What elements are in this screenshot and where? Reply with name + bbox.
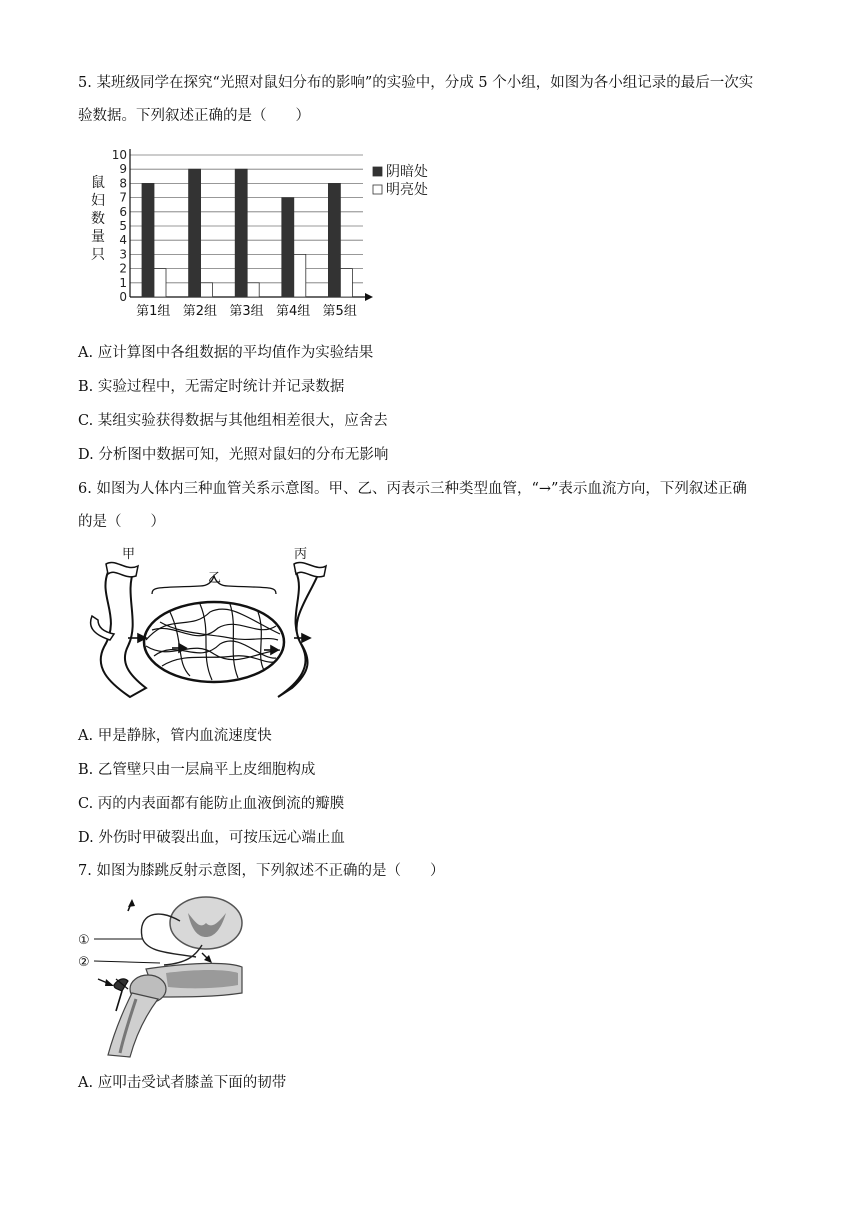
bar [282,198,294,297]
label-two: ② [78,955,90,970]
legend-swatch [373,167,382,176]
y-tick-label: 2 [119,261,127,276]
y-tick-label: 10 [111,148,127,162]
q5-stem-line1: 5. 某班级同学在探究“光照对鼠妇分布的影响”的实验中，分成 5 个小组，如图为各小组记录的最后一次实 [78,75,754,91]
x-tick-label: 第3组 [229,304,264,319]
y-axis-label-char: 只 [91,247,105,263]
legend-label: 明亮处 [386,182,428,198]
y-tick-label: 1 [119,275,127,290]
x-tick-label: 第1组 [136,304,171,319]
legend-swatch [373,185,382,194]
legend-label: 阴暗处 [386,164,428,180]
x-tick-label: 第2组 [182,304,218,319]
q6-stem-line2: 的是（ ） [78,514,165,530]
bar [340,269,352,297]
y-tick-label: 9 [119,162,127,177]
x-axis-arrow [365,293,373,301]
label-one: ① [78,933,90,948]
q5-option-b: B. 实验过程中，无需定时统计并记录数据 [78,379,345,395]
y-tick-label: 6 [119,204,127,219]
x-tick-label: 第5组 [322,304,357,319]
bar [201,283,213,297]
q7-stem: 7. 如图为膝跳反射示意图，下列叙述不正确的是（ ） [78,863,445,879]
bar [328,183,340,297]
bar [247,283,259,297]
q7-option-a: A. 应叩击受试者膝盖下面的韧带 [78,1075,287,1091]
q5-option-c: C. 某组实验获得数据与其他组相差很大，应舍去 [78,413,388,429]
y-axis-label-char: 数 [91,211,105,227]
y-tick-label: 7 [119,190,127,205]
vein-bing [278,570,320,697]
q6-option-b: B. 乙管壁只由一层扁平上皮细胞构成 [78,762,316,778]
q5-bar-chart [88,143,448,328]
q6-option-a: A. 甲是静脉，管内血流速度快 [78,728,272,744]
label-jia: 甲 [122,547,136,562]
label-yi: 乙 [208,571,222,586]
y-tick-label: 3 [119,247,127,262]
label-bing: 丙 [294,547,308,562]
y-axis-label-char: 量 [91,229,105,245]
bar [154,269,166,297]
y-tick-label: 0 [119,290,127,304]
reflex-hammer [114,979,128,991]
y-axis-label-char: 妇 [91,193,105,209]
q5-stem-line2: 验数据。下列叙述正确的是（ ） [78,108,310,124]
y-tick-label: 5 [119,219,127,233]
q6-option-c: C. 丙的内表面都有能防止血液倒流的瓣膜 [78,796,345,812]
blood-vessel-diagram [80,542,352,702]
capillary-network-yi [144,602,284,682]
bar [235,169,247,297]
q6-stem-line1: 6. 如图为人体内三种血管关系示意图。甲、乙、丙表示三种类型血管，“→”表示血流方向，下列叙述正确 [78,481,747,497]
y-tick-label: 4 [119,233,127,248]
lower-leg [108,993,158,1057]
q6-option-d: D. 外伤时甲破裂出血，可按压远心端止血 [78,830,345,846]
bar [294,254,306,297]
y-axis-label-char: 鼠 [91,175,105,191]
bar [142,183,154,297]
bar [189,169,201,297]
x-tick-label: 第4组 [275,304,311,319]
knee-reflex-diagram [76,893,256,1058]
y-tick-label: 8 [119,176,127,191]
q5-option-a: A. 应计算图中各组数据的平均值作为实验结果 [78,345,374,361]
q5-option-d: D. 分析图中数据可知，光照对鼠妇的分布无影响 [78,447,389,463]
